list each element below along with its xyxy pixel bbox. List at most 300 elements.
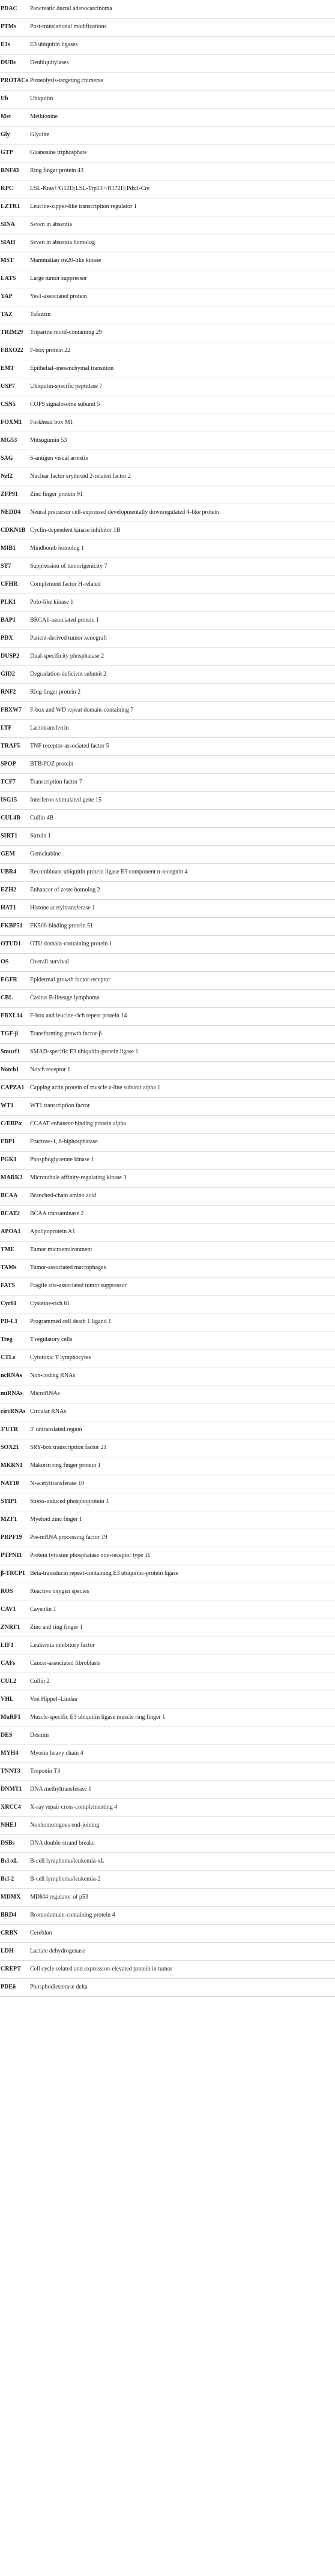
abbreviation-term: XRCC4 — [1, 1804, 21, 1810]
abbreviation-definition: Caveolin 1 — [30, 1606, 56, 1613]
abbreviation-row — [0, 774, 335, 792]
abbreviation-definition: Suppression of tumorigenicity 7 — [30, 563, 107, 570]
abbreviation-term: CRBN — [1, 1930, 18, 1936]
abbreviation-term: Ub — [1, 95, 8, 102]
abbreviation-term: MKRN1 — [1, 1462, 23, 1469]
abbreviation-definition: Transforming growth factor-β — [30, 1031, 102, 1037]
abbreviation-row — [0, 1529, 335, 1547]
abbreviation-definition: CCAAT enhancer-binding protein alpha — [30, 1120, 126, 1127]
abbreviation-definition: Mitsugumin 53 — [30, 437, 67, 444]
abbreviation-definition: MDM4 regulator of p53 — [30, 1894, 88, 1900]
abbreviation-definition: LSL-Kras+/G12D;LSL-Trp53+/R172H;Pdx1-Cre — [30, 185, 150, 192]
abbreviation-definition: Polo-like kinase 1 — [30, 599, 74, 605]
abbreviation-definition: Von Hippel–Lindau — [30, 1696, 77, 1703]
abbreviation-definition: Myosin heavy chain 4 — [30, 1750, 83, 1756]
abbreviation-definition: Dual-specificity phosphatase 2 — [30, 653, 104, 659]
abbreviation-term: MZF1 — [1, 1516, 17, 1523]
abbreviation-row — [0, 1224, 335, 1242]
abbreviation-definition: OTU domain-containing protein 1 — [30, 941, 112, 947]
abbreviation-row — [0, 126, 335, 144]
abbreviation-term: FBXW7 — [1, 707, 22, 713]
abbreviation-row — [0, 1439, 335, 1457]
abbreviation-row — [0, 1673, 335, 1691]
abbreviation-definition: WT1 transcription factor — [30, 1102, 90, 1109]
abbreviation-definition: Ubiquitin — [30, 95, 53, 102]
abbreviation-row — [0, 972, 335, 990]
abbreviation-definition: DNA double-strand breaks — [30, 1840, 95, 1846]
abbreviation-row — [0, 1044, 335, 1062]
abbreviation-term: Treg — [1, 1336, 13, 1343]
abbreviation-definition: Seven in absentia homolog — [30, 239, 95, 246]
abbreviation-row — [0, 756, 335, 774]
abbreviation-row — [0, 1727, 335, 1745]
abbreviation-term: TAMs — [1, 1264, 17, 1271]
abbreviation-term: LIF1 — [1, 1642, 14, 1649]
abbreviation-definition: Branched-chain amino acid — [30, 1192, 96, 1199]
abbreviation-definition: Makorin ring finger protein 1 — [30, 1462, 101, 1469]
abbreviation-definition: Ring finger protein 43 — [30, 167, 84, 174]
abbreviation-row — [0, 19, 335, 37]
abbreviation-term: RNF2 — [1, 689, 16, 695]
abbreviation-row — [0, 468, 335, 486]
abbreviation-row — [0, 180, 335, 198]
abbreviation-definition: Muscle-specific E3 ubiquitin ligase muscle ring finger 1 — [30, 1714, 166, 1721]
abbreviation-row — [0, 1835, 335, 1853]
abbreviation-row — [0, 540, 335, 558]
abbreviation-definition: MicroRNAs — [30, 1390, 60, 1397]
abbreviation-row — [0, 738, 335, 756]
abbreviation-definition: Lactotransferrin — [30, 725, 69, 731]
abbreviation-term: USP7 — [1, 383, 15, 390]
abbreviation-term: OTUD1 — [1, 941, 21, 947]
abbreviation-term: PDAC — [1, 5, 17, 12]
abbreviation-row — [0, 1242, 335, 1260]
abbreviation-row — [0, 252, 335, 270]
abbreviation-row — [0, 234, 335, 252]
abbreviation-term: CREPT — [1, 1966, 21, 1972]
abbreviation-definition: Beta-transducin repeat-containing E3 ubiquitin–protein ligase — [30, 1570, 179, 1577]
abbreviation-row — [0, 270, 335, 288]
abbreviation-row — [0, 702, 335, 720]
abbreviation-definition: Transcription factor 7 — [30, 779, 82, 785]
abbreviation-term: Gly — [1, 131, 10, 138]
abbreviation-term: PRPF19 — [1, 1534, 22, 1541]
abbreviation-definition: Capping actin protein of muscle z-line subunit alpha 1 — [30, 1084, 161, 1091]
abbreviation-definition: Neural precursor cell-expressed developmentally downregulated 4-like protein — [30, 509, 219, 516]
abbreviation-term: BAP1 — [1, 617, 16, 623]
abbreviation-row — [0, 1421, 335, 1439]
abbreviation-term: GTP — [1, 149, 13, 156]
abbreviation-term: MYH4 — [1, 1750, 19, 1756]
abbreviation-term: DSBs — [1, 1840, 15, 1846]
abbreviation-row — [0, 324, 335, 342]
abbreviation-term: FOXM1 — [1, 419, 22, 426]
abbreviation-term: TNNT3 — [1, 1768, 20, 1774]
abbreviation-row — [0, 1619, 335, 1637]
abbreviation-definition: Interferon-stimulated gene 15 — [30, 797, 101, 803]
abbreviation-row — [0, 1601, 335, 1619]
abbreviation-row — [0, 1331, 335, 1349]
abbreviation-definition: X-ray repair cross-complementing 4 — [30, 1804, 118, 1810]
abbreviation-definition: BTB/POZ protein — [30, 761, 73, 767]
abbreviation-definition: Tafazzin — [30, 311, 51, 318]
abbreviation-definition: F-box protein 22 — [30, 347, 71, 354]
abbreviation-term: SAG — [1, 455, 13, 462]
abbreviation-row — [0, 144, 335, 162]
abbreviation-row — [0, 37, 335, 55]
abbreviation-row — [0, 1080, 335, 1098]
abbreviation-term: BCAT2 — [1, 1210, 20, 1217]
abbreviation-definition: Complement factor H-related — [30, 581, 101, 587]
abbreviation-row — [0, 1655, 335, 1673]
abbreviation-row — [0, 1349, 335, 1367]
abbreviation-definition: Gemcitabine — [30, 851, 61, 857]
abbreviation-term: FATS — [1, 1282, 16, 1289]
abbreviation-definition: Ubiquitin-specific peptidase 7 — [30, 383, 103, 390]
abbreviation-row — [0, 162, 335, 180]
abbreviation-term: WT1 — [1, 1102, 14, 1109]
abbreviation-row — [0, 864, 335, 882]
abbreviation-definition: Circular RNAs — [30, 1408, 67, 1415]
abbreviation-term: TRIM29 — [1, 329, 23, 336]
abbreviation-definition: DNA methyltransferase 1 — [30, 1786, 92, 1792]
abbreviation-definition: Degradation-deficient subunit 2 — [30, 671, 107, 677]
abbreviation-definition: Desmin — [30, 1732, 49, 1739]
abbreviation-definition: B-cell lymphoma/leukemia-2 — [30, 1876, 101, 1882]
abbreviation-row — [0, 1583, 335, 1601]
abbreviation-row — [0, 630, 335, 648]
abbreviation-term: MuRF1 — [1, 1714, 21, 1721]
abbreviation-row — [0, 1511, 335, 1529]
abbreviation-row — [0, 342, 335, 360]
abbreviation-row — [0, 1493, 335, 1511]
abbreviation-row — [0, 450, 335, 468]
abbreviation-definition: Ring finger protein 2 — [30, 689, 81, 695]
abbreviation-term: HAT1 — [1, 905, 16, 911]
abbreviation-row — [0, 1979, 335, 1997]
abbreviation-row — [0, 1853, 335, 1871]
abbreviation-term: YAP — [1, 293, 13, 300]
abbreviation-definition: Cullin 4B — [30, 815, 54, 821]
abbreviation-row — [0, 1008, 335, 1026]
abbreviation-row — [0, 1871, 335, 1889]
abbreviation-definition: Pancreatic ductal adenocarcinoma — [30, 5, 112, 12]
abbreviation-definition: Troponin T3 — [30, 1768, 61, 1774]
abbreviation-definition: Histone acetyltransferase 1 — [30, 905, 95, 911]
abbreviation-row — [0, 1260, 335, 1278]
abbreviation-term: DES — [1, 1732, 13, 1739]
abbreviation-definition: Protein tyrosine phosphatase non-receptor type 11 — [30, 1552, 151, 1559]
abbreviation-term: PDEδ — [1, 1984, 16, 1990]
abbreviation-term: CFHR — [1, 581, 18, 587]
abbreviation-term: SINA — [1, 221, 15, 228]
abbreviation-definition: Zinc finger protein 91 — [30, 491, 83, 498]
abbreviation-definition: Large tumor suppressor — [30, 275, 87, 282]
abbreviation-term: SIAH — [1, 239, 16, 246]
abbreviation-row — [0, 198, 335, 216]
abbreviation-term: β-TRCP1 — [1, 1570, 25, 1577]
abbreviation-row — [0, 1925, 335, 1943]
abbreviation-definition: Lactate dehydrogenase — [30, 1948, 85, 1954]
abbreviation-term: CAPZA1 — [1, 1084, 25, 1091]
abbreviation-term: Nrf2 — [1, 473, 13, 480]
abbreviation-row — [0, 648, 335, 666]
abbreviation-term: NAT10 — [1, 1480, 19, 1487]
abbreviation-term: LTF — [1, 725, 12, 731]
abbreviation-definition: FK506-binding protein 51 — [30, 923, 93, 929]
abbreviation-definition: Sirtuin 1 — [30, 833, 51, 839]
abbreviation-definition: Leukemia inhibitory factor — [30, 1642, 95, 1649]
abbreviation-term: ZNRF1 — [1, 1624, 20, 1631]
abbreviation-definition: T regulatory cells — [30, 1336, 73, 1343]
abbreviation-row — [0, 1745, 335, 1763]
abbreviation-definition: Myeloid zinc finger 1 — [30, 1516, 82, 1523]
abbreviation-row — [0, 684, 335, 702]
abbreviation-term: KPC — [1, 185, 14, 192]
abbreviation-row — [0, 828, 335, 846]
abbreviation-row — [0, 522, 335, 540]
abbreviation-row — [0, 55, 335, 73]
abbreviation-term: DUSP2 — [1, 653, 20, 659]
abbreviation-term: ncRNAs — [1, 1372, 22, 1379]
abbreviation-term: miRNAs — [1, 1390, 23, 1397]
abbreviation-term: CUL4B — [1, 815, 20, 821]
abbreviation-definition: Epithelial–mesenchymal transition — [30, 365, 114, 372]
abbreviation-definition: Forkhead box M1 — [30, 419, 73, 426]
abbreviation-term: LDH — [1, 1948, 14, 1954]
abbreviation-term: ROS — [1, 1588, 13, 1595]
abbreviation-term: CDKN1B — [1, 527, 26, 534]
abbreviation-row — [0, 73, 335, 91]
abbreviation-row — [0, 1475, 335, 1493]
abbreviation-definition: Pre-mRNA processing factor 19 — [30, 1534, 107, 1541]
abbreviation-row — [0, 1385, 335, 1403]
abbreviation-term: Notch1 — [1, 1066, 19, 1073]
abbreviation-definition: N-acetyltransferase 10 — [30, 1480, 85, 1487]
abbreviation-term: LZTR1 — [1, 203, 20, 210]
abbreviation-definition: Overall survival — [30, 959, 69, 965]
abbreviation-row — [0, 882, 335, 900]
abbreviation-definition: Patient-derived tumor xenograft — [30, 635, 107, 641]
abbreviation-definition: Seven in absentia — [30, 221, 72, 228]
abbreviation-term: MG53 — [1, 437, 17, 444]
abbreviation-definition: 3′ untranslated region — [30, 1426, 82, 1433]
abbreviation-definition: Glycine — [30, 131, 49, 138]
abbreviation-definition: Mindbomb homolog 1 — [30, 545, 85, 552]
abbreviation-row — [0, 936, 335, 954]
abbreviation-term: SOX21 — [1, 1444, 19, 1451]
abbreviation-term: BCAA — [1, 1192, 18, 1199]
abbreviation-definition: Deubiquitylases — [30, 59, 69, 66]
abbreviation-term: circRNAs — [1, 1408, 26, 1415]
abbreviation-row — [0, 720, 335, 738]
abbreviation-row — [0, 91, 335, 109]
abbreviation-definition: BCAA transaminase 2 — [30, 1210, 84, 1217]
abbreviation-row — [0, 900, 335, 918]
abbreviation-term: DUBs — [1, 59, 16, 66]
abbreviation-term: APOA1 — [1, 1228, 21, 1235]
abbreviation-row — [0, 306, 335, 324]
abbreviation-term: EZH2 — [1, 887, 17, 893]
abbreviation-term: MDMX — [1, 1894, 21, 1900]
abbreviation-term: CBL — [1, 995, 13, 1001]
abbreviation-row — [0, 1943, 335, 1961]
abbreviation-term: TAZ — [1, 311, 13, 318]
abbreviation-term: PTMs — [1, 23, 17, 30]
abbreviation-term: SIRT1 — [1, 833, 17, 839]
abbreviation-definition: Apolipoprotein A1 — [30, 1228, 76, 1235]
abbreviation-row — [0, 1295, 335, 1313]
abbreviation-term: EMT — [1, 365, 14, 372]
abbreviation-definition: Phosphoglycerate kinase 1 — [30, 1156, 94, 1163]
abbreviation-definition: Cell cycle-related and expression-elevated protein in tumor — [30, 1966, 173, 1972]
abbreviation-term: PDX — [1, 635, 13, 641]
abbreviation-term: OS — [1, 959, 9, 965]
abbreviation-row — [0, 1799, 335, 1817]
abbreviation-term: TME — [1, 1246, 14, 1253]
abbreviation-term: C/EBPα — [1, 1120, 22, 1127]
abbreviation-term: CUL2 — [1, 1678, 17, 1685]
abbreviation-definition: S-antigen visual arrestin — [30, 455, 89, 462]
abbreviation-term: GEM — [1, 851, 15, 857]
abbreviation-row — [0, 1763, 335, 1781]
abbreviation-definition: Cyclin-dependent kinase inhibitor 1B — [30, 527, 121, 534]
abbreviation-term: Smurf1 — [1, 1049, 20, 1055]
abbreviation-row — [0, 1134, 335, 1152]
abbreviation-term: Bcl-xL — [1, 1858, 18, 1864]
abbreviation-definition: Proteolysis-targeting chimeras — [30, 77, 103, 84]
abbreviation-row — [0, 432, 335, 450]
abbreviation-term: SPOP — [1, 761, 16, 767]
abbreviation-row — [0, 486, 335, 504]
abbreviation-definition: Nuclear factor erythroid 2-related factor 2 — [30, 473, 131, 480]
abbreviation-row — [0, 846, 335, 864]
abbreviation-term: 3′UTR — [1, 1426, 18, 1433]
abbreviation-definition: Post-translational modifications — [30, 23, 107, 30]
abbreviation-row — [0, 288, 335, 306]
abbreviation-term: TCF7 — [1, 779, 16, 785]
abbreviation-definition: Tripartite motif-containing 29 — [30, 329, 102, 336]
abbreviation-definition: Bromodomain-containing protein 4 — [30, 1912, 115, 1918]
abbreviation-row — [0, 594, 335, 612]
abbreviation-row — [0, 1637, 335, 1655]
abbreviation-definition: E3 ubiquitin ligases — [30, 41, 78, 48]
abbreviation-row — [0, 918, 335, 936]
abbreviation-term: BRD4 — [1, 1912, 17, 1918]
abbreviation-row — [0, 396, 335, 414]
abbreviation-definition: Yes1-associated protein — [30, 293, 87, 300]
abbreviation-definition: Fragile site-associated tumor suppressor — [30, 1282, 127, 1289]
abbreviation-definition: Methionine — [30, 113, 58, 120]
abbreviation-term: Bcl-2 — [1, 1876, 14, 1882]
abbreviation-row — [0, 1, 335, 19]
abbreviation-row — [0, 990, 335, 1008]
abbreviation-row — [0, 666, 335, 684]
abbreviation-definition: Cancer-associated fibroblasts — [30, 1660, 101, 1667]
abbreviation-term: MST — [1, 257, 14, 264]
abbreviation-definition: Nonhomologous end-joining — [30, 1822, 100, 1828]
abbreviation-definition: Leucine-zipper-like transcription regulator 1 — [30, 203, 137, 210]
abbreviation-definition: Stress-induced phosphoprotein 1 — [30, 1498, 109, 1505]
abbreviation-term: DNMT1 — [1, 1786, 22, 1792]
abbreviation-term: CSN5 — [1, 401, 16, 408]
abbreviation-row — [0, 1961, 335, 1979]
abbreviation-row — [0, 1026, 335, 1044]
abbreviation-row — [0, 378, 335, 396]
abbreviation-definition: COP9 signalosome subunit 5 — [30, 401, 100, 408]
abbreviation-term: TRAF5 — [1, 743, 20, 749]
abbreviation-row — [0, 576, 335, 594]
abbreviation-row — [0, 1206, 335, 1224]
abbreviation-row — [0, 1098, 335, 1116]
abbreviation-term: ISG15 — [1, 797, 17, 803]
abbreviation-term: ST7 — [1, 563, 11, 570]
abbreviation-term: GID2 — [1, 671, 15, 677]
abbreviation-term: LATS — [1, 275, 16, 282]
abbreviation-row — [0, 954, 335, 972]
abbreviation-row — [0, 1152, 335, 1170]
abbreviation-row — [0, 1709, 335, 1727]
abbreviation-row — [0, 792, 335, 810]
abbreviation-definition: Casitas B-lineage lymphoma — [30, 995, 100, 1001]
abbreviation-term: FBXO22 — [1, 347, 23, 354]
abbreviation-term: PLK1 — [1, 599, 16, 605]
abbreviation-term: ZFP91 — [1, 491, 18, 498]
abbreviation-definition: Cullin 2 — [30, 1678, 50, 1685]
abbreviation-row — [0, 1367, 335, 1385]
abbreviation-term: CAV1 — [1, 1606, 16, 1613]
abbreviation-definition: Fructose-1, 6-biphosphatase — [30, 1138, 98, 1145]
abbreviation-definition: SRY-box transcription factor 21 — [30, 1444, 107, 1451]
abbreviation-term: EGFR — [1, 977, 17, 983]
abbreviation-term: FKBP51 — [1, 923, 23, 929]
abbreviation-row — [0, 1889, 335, 1907]
abbreviation-row — [0, 109, 335, 126]
abbreviation-row — [0, 216, 335, 234]
abbreviation-row — [0, 1781, 335, 1799]
abbreviation-term: MARK3 — [1, 1174, 23, 1181]
abbreviation-row — [0, 810, 335, 828]
abbreviation-definition: Phosphodiesterase delta — [30, 1984, 88, 1990]
abbreviation-row — [0, 1062, 335, 1080]
abbreviation-row — [0, 1817, 335, 1835]
abbreviation-definition: Enhancer of zeste homolog 2 — [30, 887, 100, 893]
abbreviation-term: PROTACs — [1, 77, 28, 84]
abbreviation-term: PD-L1 — [1, 1318, 18, 1325]
abbreviation-term: PTPN11 — [1, 1552, 22, 1559]
abbreviation-row — [0, 1565, 335, 1583]
abbreviation-definition: Tumor microenvironment — [30, 1246, 92, 1253]
abbreviation-definition: F-box and WD repeat domain-containing 7 — [30, 707, 134, 713]
abbreviation-term: PGK1 — [1, 1156, 17, 1163]
abbreviation-row — [0, 1547, 335, 1565]
abbreviation-definition: B-cell lymphoma/leukemia-xL — [30, 1858, 104, 1864]
abbreviation-definition: Programmed cell death 1 ligand 1 — [30, 1318, 112, 1325]
abbreviation-row — [0, 1188, 335, 1206]
abbreviation-definition: Guanosine triphosphate — [30, 149, 87, 156]
abbreviation-row — [0, 558, 335, 576]
abbreviation-definition: TNF receptor-associated factor 5 — [30, 743, 109, 749]
abbreviation-definition: Zinc and ring finger 1 — [30, 1624, 83, 1631]
abbreviation-definition: SMAD-specific E3 ubiquitin-protein ligase 1 — [30, 1049, 139, 1055]
abbreviation-definition: Tumor-associated macrophages — [30, 1264, 106, 1271]
abbreviation-definition: Mammalian ste20-like kinase — [30, 257, 101, 264]
abbreviation-definition: Cytotoxic T lymphocytes — [30, 1354, 91, 1361]
abbreviation-row — [0, 612, 335, 630]
abbreviation-definition: Notch receptor 1 — [30, 1066, 71, 1073]
abbreviation-definition: Epidermal growth factor receptor — [30, 977, 110, 983]
abbreviation-row — [0, 1278, 335, 1295]
